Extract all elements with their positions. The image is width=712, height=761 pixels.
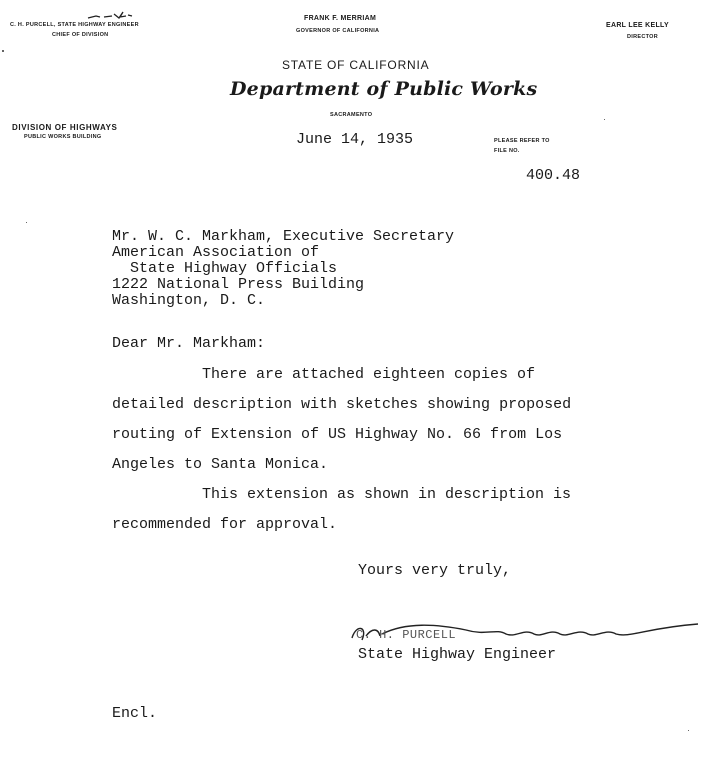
paper-speck bbox=[604, 119, 605, 120]
building-label: PUBLIC WORKS BUILDING bbox=[24, 134, 102, 140]
department-heading: Department of Public Works bbox=[230, 78, 538, 100]
body-paragraph-1 bbox=[112, 360, 571, 480]
refer-label-line2: FILE NO. bbox=[494, 148, 520, 154]
body-line: recommended for approval. bbox=[112, 516, 338, 533]
body-paragraph-2 bbox=[112, 480, 571, 540]
typed-signature-name: C. H. PURCELL bbox=[356, 628, 457, 642]
refer-label-line1: PLEASE REFER TO bbox=[494, 138, 550, 144]
letter-date: June 14, 1935 bbox=[296, 131, 414, 148]
letterhead-center-name: FRANK F. MERRIAM bbox=[304, 15, 377, 22]
letterhead-right-title: DIRECTOR bbox=[627, 34, 659, 40]
address-line: American Association of bbox=[112, 244, 320, 261]
body-line: Angeles to Santa Monica. bbox=[112, 456, 329, 473]
body-line: routing of Extension of US Highway No. 66 from Los bbox=[112, 426, 563, 443]
address-line: Washington, D. C. bbox=[112, 292, 266, 309]
closing: Yours very truly, bbox=[358, 562, 512, 579]
state-heading: STATE OF CALIFORNIA bbox=[282, 58, 430, 72]
signature-title: State Highway Engineer bbox=[358, 646, 557, 663]
body-line: detailed description with sketches showing proposed bbox=[112, 396, 572, 413]
letterhead-left-name: C. H. PURCELL, STATE HIGHWAY ENGINEER bbox=[10, 22, 139, 28]
city-label: SACRAMENTO bbox=[330, 112, 373, 118]
paper-speck bbox=[2, 50, 4, 52]
handwritten-initials-mark bbox=[86, 10, 136, 22]
address-block bbox=[112, 229, 454, 309]
address-line: Mr. W. C. Markham, Executive Secretary bbox=[112, 228, 455, 245]
letterhead-left-title: CHIEF OF DIVISION bbox=[52, 32, 109, 38]
letterhead-center-title: GOVERNOR OF CALIFORNIA bbox=[296, 28, 380, 34]
paper-speck bbox=[688, 730, 689, 731]
address-line: 1222 National Press Building bbox=[112, 276, 365, 293]
address-line: State Highway Officials bbox=[130, 260, 338, 277]
letterhead-right-name: EARL LEE KELLY bbox=[606, 22, 669, 29]
division-label: DIVISION OF HIGHWAYS bbox=[12, 123, 118, 132]
salutation: Dear Mr. Markham: bbox=[112, 335, 266, 352]
body-line: There are attached eighteen copies of bbox=[202, 366, 536, 383]
body-line: This extension as shown in description is bbox=[202, 486, 572, 503]
paper-speck bbox=[26, 222, 27, 223]
enclosure-note: Encl. bbox=[112, 705, 158, 722]
file-number: 400.48 bbox=[526, 167, 581, 184]
